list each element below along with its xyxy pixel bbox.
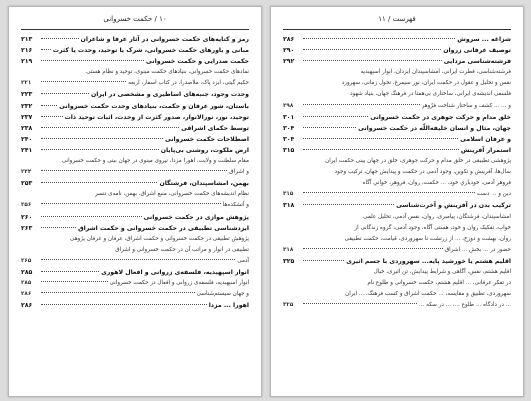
toc-leader-dots xyxy=(303,248,443,249)
toc-page-number: ۲۸۶ xyxy=(21,291,32,298)
toc-entry xyxy=(21,123,249,134)
toc-leader-dots xyxy=(303,138,458,139)
toc-entry-title: دین و ... دست xyxy=(476,191,511,198)
toc-leader-dots xyxy=(41,93,89,94)
toc-entry xyxy=(283,278,511,289)
toc-entry-title: وحدت وجود، جنبه‌های اساطیری و مشخصی در ایران xyxy=(90,91,249,99)
toc-entry-title: و جهان سیستم‌شناسی xyxy=(196,291,249,298)
toc-page-number: ۳۱۵ xyxy=(283,191,294,198)
toc-entry-title: باستان، شور عرفان و حکمت، بنیادهای وحدت حکمت خسروانی xyxy=(59,102,249,110)
toc-entry xyxy=(21,101,249,112)
toc-page-number: ۳۱۸ xyxy=(283,202,295,210)
toc-entry xyxy=(283,67,511,78)
toc-leader-dots xyxy=(41,60,144,61)
toc-entry xyxy=(21,256,249,267)
toc-page-number: ۲۸۵ xyxy=(21,268,33,276)
toc-entry xyxy=(21,278,249,289)
toc-page-number: ۳۰۴ xyxy=(283,135,295,143)
left-toc xyxy=(21,34,249,390)
toc-page-number: ۳۱۵ xyxy=(283,146,295,154)
toc-page-number: ۲۴۱ xyxy=(21,146,33,154)
toc-entry xyxy=(21,167,249,178)
toc-entry xyxy=(283,56,511,67)
toc-entry-title: پژوهش موازی در حکمت خسروانی xyxy=(143,213,249,221)
toc-entry-title: فلسفی اندیشه‌ی ایرانی، ساختاری بی‌همتا در فرهنگ جهان، بنیاد شهود xyxy=(350,91,511,98)
toc-page-number: ۲۸۶ xyxy=(21,302,33,310)
toc-entry xyxy=(21,289,249,300)
toc-entry-title: نظام اندیشه‌های حکمت خسروانی، منبع اشراق، بهمن، نامه‌ی تنسر xyxy=(94,191,249,198)
toc-page-number: ۳۲۵ xyxy=(283,257,295,265)
toc-leader-dots xyxy=(41,216,142,217)
right-page-header-text: فهرست / ۱۱ xyxy=(378,15,416,23)
toc-leader-dots xyxy=(303,60,442,61)
toc-leader-dots xyxy=(41,38,79,39)
toc-entry-title: و عرفان اسلامی xyxy=(460,135,511,143)
toc-leader-dots xyxy=(303,38,455,39)
toc-entry xyxy=(283,212,511,223)
right-header-rule xyxy=(283,29,511,30)
toc-page-number: ۲۴۴ xyxy=(21,169,32,176)
toc-entry-title: توحید، نور، نورالانوار، صدور کثرت از وحدت، اثبات توحید ذات xyxy=(64,113,249,121)
toc-entry-title: پژوهشی تطبیقی در خلق مدام و حرکت جوهری، خلق در جهان بینی حکمت ایران xyxy=(325,158,511,165)
toc-entry xyxy=(283,145,511,156)
left-page-header xyxy=(21,15,249,27)
toc-entry-title: اقلیم هشتم یا خورشید پایه... سهروردی با جسم اثیری xyxy=(346,257,511,265)
toc-page-number: ۳۰۱ xyxy=(283,113,295,121)
toc-leader-dots xyxy=(41,127,179,128)
toc-leader-dots xyxy=(41,170,227,171)
toc-entry xyxy=(283,267,511,278)
toc-entry-title: ارض ملکوت، روشنی بی‌پایان xyxy=(160,146,249,154)
toc-entry-title: تطبیقی در انوار و مراتب آن در حکمت خسروانی و اشراق xyxy=(115,246,249,253)
toc-entry-title: مبانی و باورهای حکمت خسروانی، شرک یا توحید، وحدت یا کثرت xyxy=(52,47,249,55)
toc-entry-title: سال‌ها، آفرینش و تکوین، وجود آدمی در حکمت و پیدایش جهان، ترکیب وجود xyxy=(334,169,511,176)
toc-entry-title: پژوهش تطبیقی در حکمت خسروانی و حکمت اشراق، عرفان و عرفان پژوهی xyxy=(70,235,249,242)
toc-leader-dots xyxy=(303,260,344,261)
toc-page-number: ۳۱۸ xyxy=(283,246,294,253)
toc-entry-title: نفس و تحلیل و عقول در حکمت ایران، نور سیمرغ، تحول زمانی، سهرورد xyxy=(341,80,511,87)
toc-leader-dots xyxy=(41,105,57,106)
toc-page-number: ۲۱۹ xyxy=(21,58,33,66)
toc-entry-title: و آتشکده‌ها xyxy=(222,202,249,209)
toc-entry xyxy=(21,200,249,211)
toc-entry xyxy=(283,167,511,178)
toc-entry-title: اقلیم هشتم، نفس، آگاهی و شرایط پیدایش، تن اثیری، خیال xyxy=(373,268,511,275)
toc-entry xyxy=(21,245,249,256)
toc-entry xyxy=(21,267,249,278)
toc-leader-dots xyxy=(303,127,356,128)
toc-entry-title: روان، بهشت و دوزخ، ... از زرتشت تا سهروردی، قیامت، حکمت تطبیقی xyxy=(344,235,511,242)
toc-page-number: ۲۲۱ xyxy=(21,80,32,87)
toc-page-number: ۲۹۰ xyxy=(283,47,295,55)
toc-entry-title: مقام سلطنت و ولایت، اهورا مزدا، نیروی مینوی در جهان بینی و حکمت خسروانی xyxy=(61,158,249,165)
toc-leader-dots xyxy=(303,204,394,205)
toc-entry xyxy=(283,134,511,145)
toc-leader-dots xyxy=(41,49,51,50)
toc-entry xyxy=(21,212,249,223)
toc-entry-title: ... در دادگاه ... طلوع ...، ... در سکه ... xyxy=(418,302,511,309)
right-toc xyxy=(283,34,511,390)
right-page xyxy=(270,6,524,397)
toc-page-number: ۳۰۴ xyxy=(283,124,295,132)
toc-entry xyxy=(21,134,249,145)
toc-entry xyxy=(283,123,511,134)
toc-entry-title: توسط حکمای اشراقی xyxy=(181,124,249,132)
toc-page-number: ۲۲۳ xyxy=(21,91,33,99)
toc-entry xyxy=(21,156,249,167)
toc-leader-dots xyxy=(41,281,108,282)
toc-page-number: ۲۶۰ xyxy=(21,213,33,221)
toc-leader-dots xyxy=(303,192,475,193)
toc-entry xyxy=(283,34,511,45)
toc-entry xyxy=(283,256,511,267)
toc-leader-dots xyxy=(41,149,159,150)
toc-entry xyxy=(21,56,249,67)
toc-leader-dots xyxy=(303,116,368,117)
left-header-rule xyxy=(21,29,249,30)
toc-entry-title: رمز و کنایه‌های حکمت خسروانی در آثار عرفا و شاعران xyxy=(80,36,249,43)
toc-entry xyxy=(21,300,249,311)
toc-entry-title: توصیف عرفانی زروان xyxy=(443,47,511,55)
toc-entry xyxy=(283,223,511,234)
toc-entry-title: حضور در ... بخش ... اشراق xyxy=(444,246,511,253)
toc-page-number: ۲۳۷ xyxy=(21,113,33,121)
toc-entry-title: و ... ... کشف و ساختار شناخت فرّوهر xyxy=(421,102,511,109)
toc-entry xyxy=(21,34,249,45)
left-page-header-text: ۱۰ / حکمت خسروانی xyxy=(103,15,167,23)
toc-entry xyxy=(21,45,249,56)
toc-entry-title: جهان، مثال و انسان خلیفه‌اللّه در حکمت خسروانی xyxy=(358,124,511,132)
toc-page-number: ۲۳۸ xyxy=(21,124,33,132)
toc-entry xyxy=(283,234,511,245)
toc-entry xyxy=(21,189,249,200)
toc-entry xyxy=(283,156,511,167)
toc-entry xyxy=(283,45,511,56)
toc-leader-dots xyxy=(41,182,157,183)
toc-entry-title: اصطلاحات حکمت خسروانی xyxy=(164,135,249,143)
toc-entry xyxy=(283,300,511,311)
toc-leader-dots xyxy=(41,292,195,293)
toc-entry-title: بهمن، امشاسپندان، فرشتگان xyxy=(159,180,249,188)
toc-entry xyxy=(283,89,511,100)
toc-page-number: ۲۶۳ xyxy=(21,224,33,232)
toc-entry-title: فرشته‌شناسی مزدایی xyxy=(443,58,511,66)
toc-entry-title: حکمت صدرایی و حکمت خسروانی xyxy=(146,58,249,66)
toc-entry-title: آدمی xyxy=(237,257,249,264)
toc-page-number: ۲۵۳ xyxy=(21,180,33,188)
toc-entry xyxy=(283,245,511,256)
toc-page-number: ۲۸۵ xyxy=(21,280,32,287)
toc-leader-dots xyxy=(41,304,207,305)
toc-leader-dots xyxy=(41,259,235,260)
toc-entry xyxy=(283,78,511,89)
toc-entry-title: ایزدشناسی تطبیقی در حکمت خسروانی و حکمت اشراق xyxy=(78,224,249,232)
toc-entry-title: خلق مدام و حرکت جوهری در حکمت خسروانی xyxy=(370,113,511,121)
toc-page-number: ۲۳۲ xyxy=(21,102,33,110)
toc-page-number: ۲۵۶ xyxy=(21,202,32,209)
toc-entry-title: انوار اسپهبدیه، فلسفه‌ی زروانی و افعال لاهوری xyxy=(101,268,249,276)
toc-leader-dots xyxy=(41,227,76,228)
toc-entry xyxy=(21,67,249,78)
toc-entry xyxy=(283,101,511,112)
toc-entry-title: فرشته‌شناسی، فطرت ایرانی، امشاسپندان ایزدان، انوار اسپهبدیه xyxy=(360,69,511,76)
toc-leader-dots xyxy=(303,49,441,50)
toc-leader-dots xyxy=(41,81,126,82)
toc-entry-title: سهروردی، تطبیق و مقایسه، ... حکمت اشراق و کسب فرهنگ، ... ایران xyxy=(345,291,511,298)
toc-entry xyxy=(283,112,511,123)
left-page xyxy=(8,6,262,397)
toc-entry xyxy=(21,78,249,89)
toc-page-number: ۳۲۵ xyxy=(283,302,294,309)
toc-entry xyxy=(21,89,249,100)
toc-leader-dots xyxy=(41,203,221,204)
toc-entry xyxy=(283,289,511,300)
toc-entry-title: در تفکر عرفانی، ... اقلیم هشتم، حکمت خسروانی و طلوع نام xyxy=(367,280,511,287)
right-page-header xyxy=(283,15,511,27)
toc-entry xyxy=(21,223,249,234)
toc-page-number: ۲۱۳ xyxy=(21,36,33,43)
toc-entry xyxy=(283,178,511,189)
toc-leader-dots xyxy=(41,116,63,117)
toc-entry-title: و اشراق xyxy=(229,169,249,176)
toc-leader-dots xyxy=(303,149,459,150)
toc-entry xyxy=(21,112,249,123)
toc-page-number: ۲۹۲ xyxy=(283,58,295,66)
toc-page-number: ۲۴۰ xyxy=(21,135,33,143)
toc-entry-title: امشاسپندان، فرشتگان، پیامبری، روان، نفس آدمی، تحلیل علمی xyxy=(363,213,511,220)
toc-entry xyxy=(283,189,511,200)
toc-entry-title: خواب، تفکیک روان و خود، هستی آگاه، وجود آدمی، گروه زندگانی از xyxy=(354,224,511,231)
toc-leader-dots xyxy=(303,303,417,304)
toc-page-number: ۲۸۶ xyxy=(283,36,295,43)
toc-entry xyxy=(283,200,511,211)
toc-entry-title: فروهر آدمی، خودیاریِ خود، ... حکمت، روان، فروهر، خوانیِ آگاه xyxy=(362,180,511,187)
toc-entry xyxy=(21,145,249,156)
toc-entry-title: نمادهای حکمت خسروانی، بنیادهای حکمت مینوی، توحید و نظام هستی xyxy=(86,69,249,76)
toc-entry-title: استمرار آفرینش xyxy=(460,146,511,154)
toc-page-number: ۲۱۶ xyxy=(21,47,33,55)
toc-page-number: ۲۹۸ xyxy=(283,102,294,109)
toc-entry-title: ترکیب بدن در آفرینش و آخرت‌شناسی xyxy=(396,202,511,210)
toc-entry-title: انوار اسپهبدیه، فلسفه‌ی زروانی و افعال در حکمت خسروانی xyxy=(109,280,249,287)
toc-page-number: ۲۶۵ xyxy=(21,257,32,264)
toc-entry-title: حکیم گیتی، ایزد پاک، ملاصدرا، در کتاب اسفار، اربعه xyxy=(128,80,249,87)
toc-entry xyxy=(21,178,249,189)
toc-leader-dots xyxy=(303,104,420,105)
toc-entry-title: اهورا ... مزدا xyxy=(208,302,249,310)
toc-entry xyxy=(21,234,249,245)
toc-entry-title: شزاغه ... سروش xyxy=(457,36,511,43)
toc-leader-dots xyxy=(41,138,163,139)
toc-leader-dots xyxy=(41,271,99,272)
